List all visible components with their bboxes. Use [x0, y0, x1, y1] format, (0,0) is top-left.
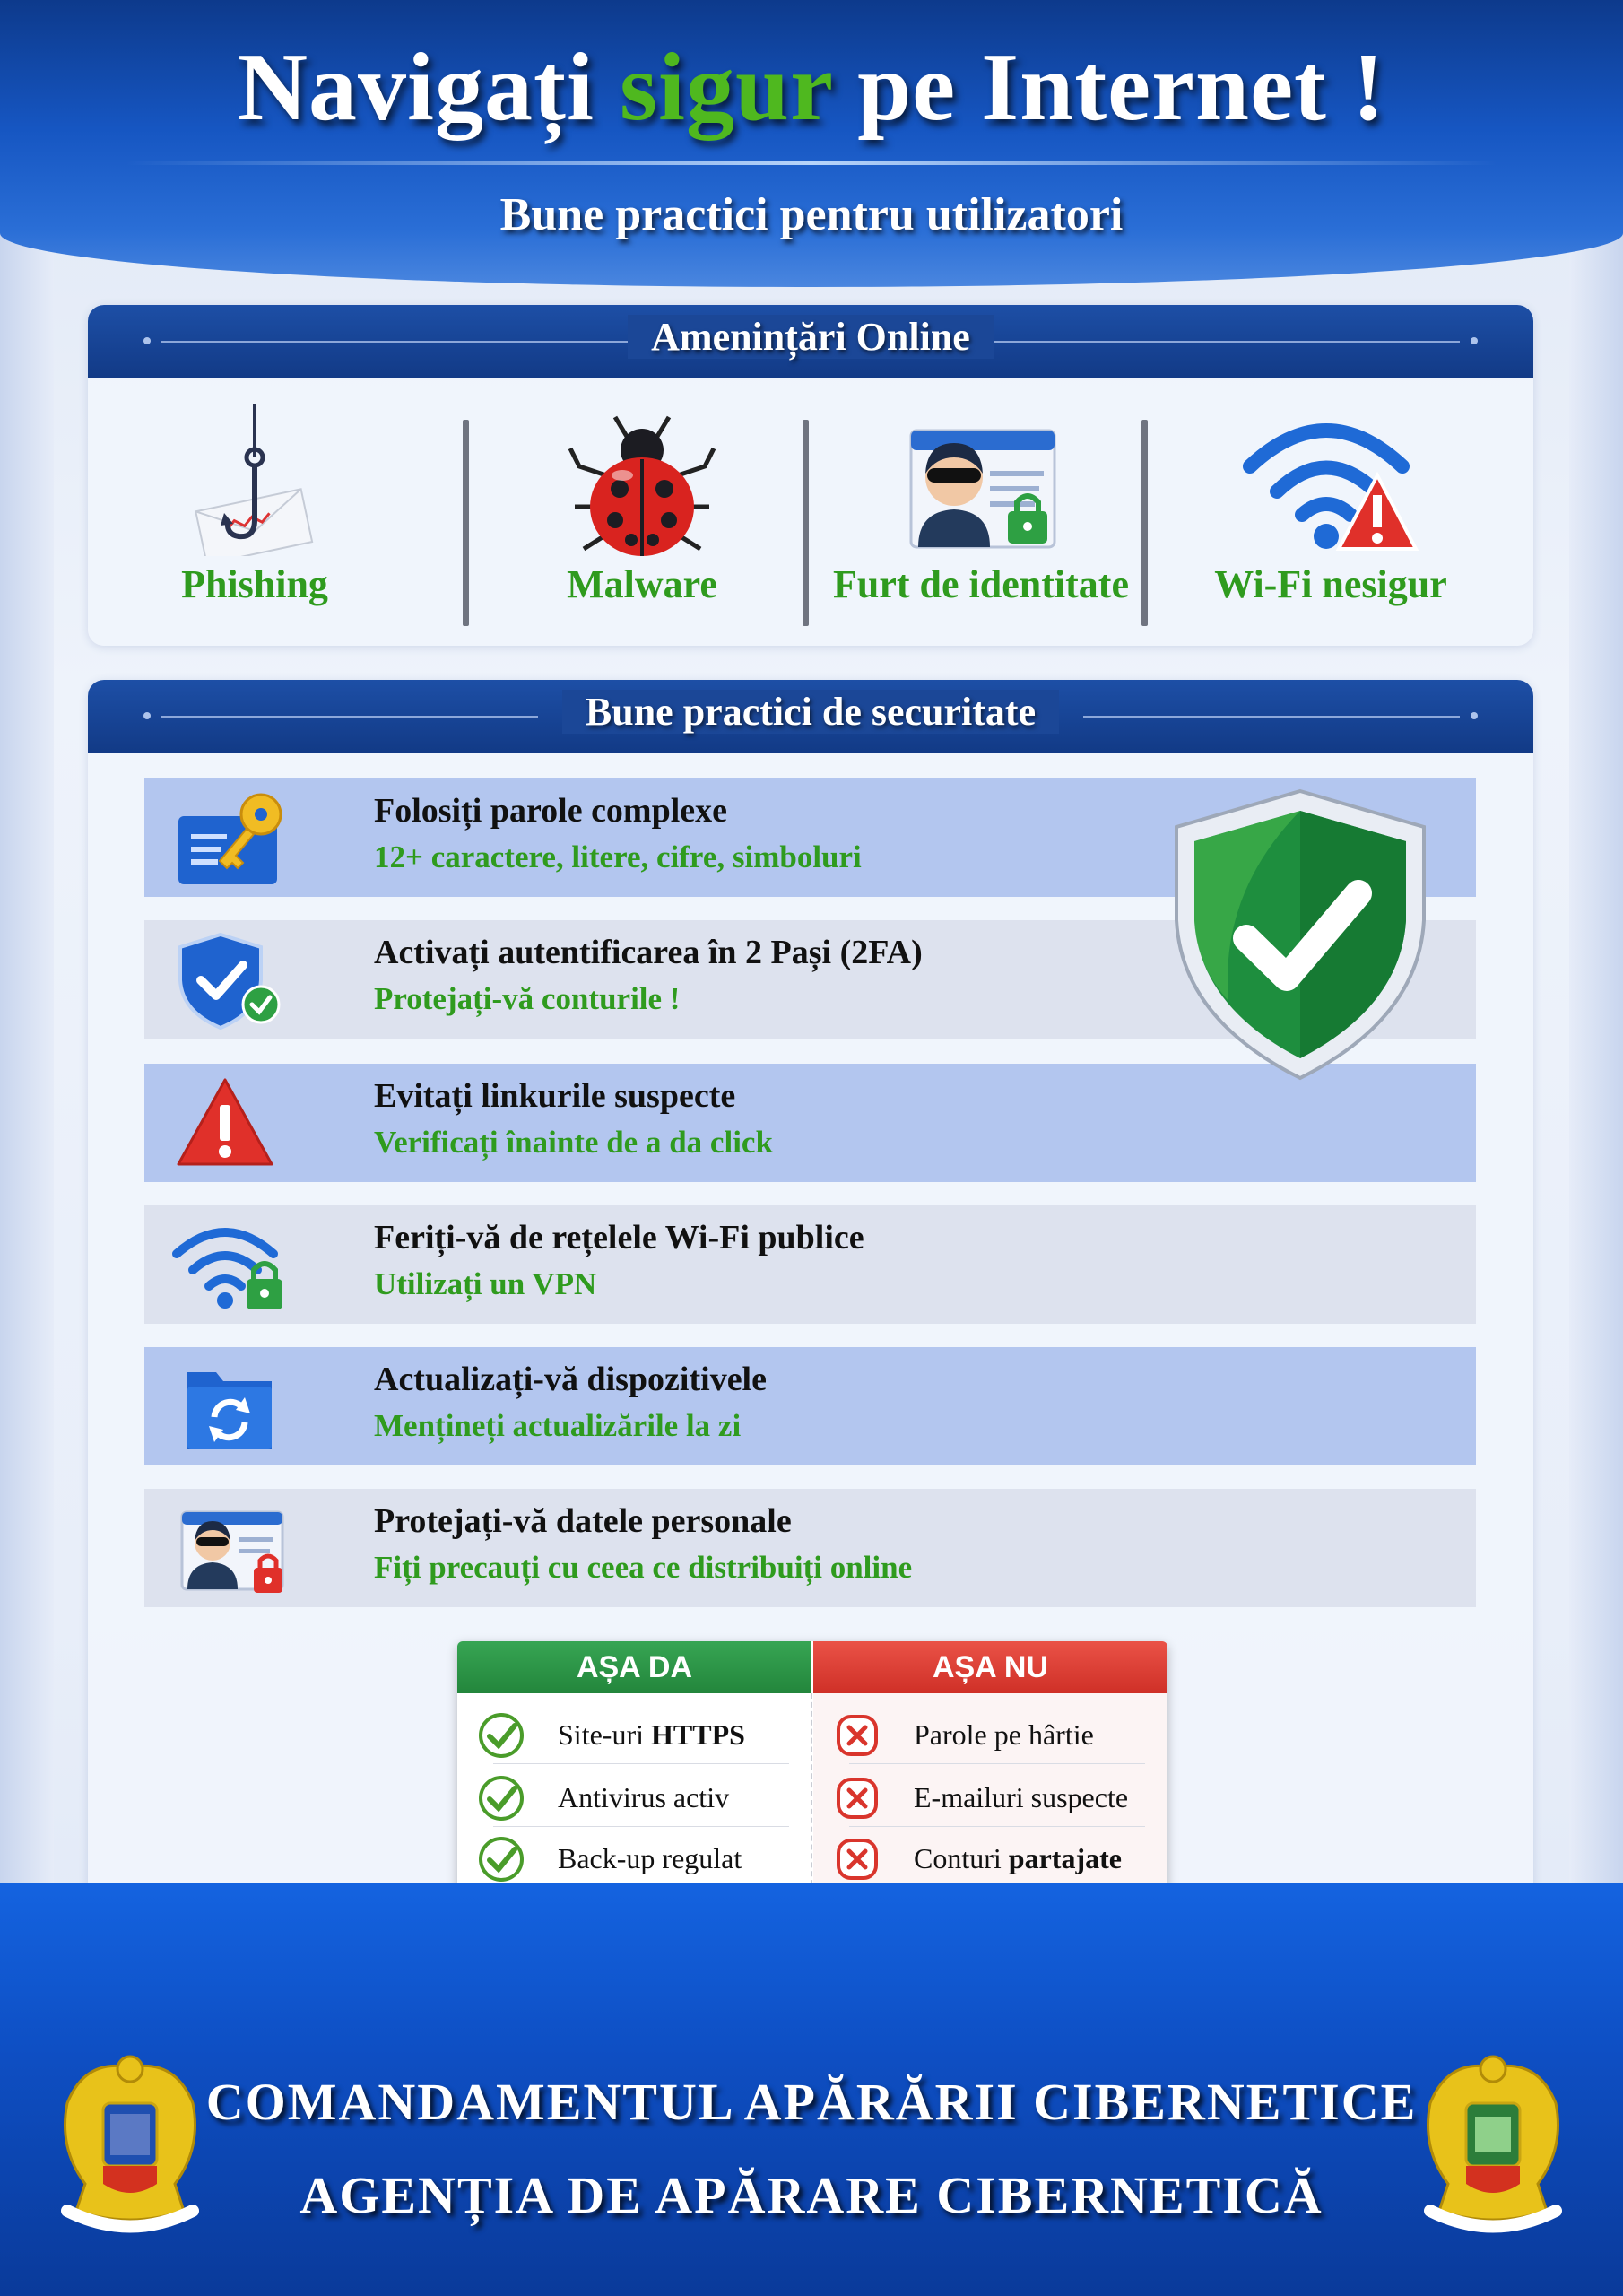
practice-subtitle: Verificați înainte de a da click	[374, 1125, 773, 1160]
practice-subtitle: Protejați-vă conturile !	[374, 981, 681, 1016]
footer-line-1: COMANDAMENTUL APĂRĂRII CIBERNETICE	[205, 2073, 1418, 2131]
shield-check-icon	[1166, 786, 1435, 1082]
shield-check-icon	[171, 931, 288, 1030]
threat-malware	[475, 395, 809, 628]
warning-triangle-icon	[171, 1074, 288, 1173]
dont-column	[813, 1641, 1167, 1903]
red-x-icon	[833, 1835, 881, 1883]
coat-of-arms-emblem-right	[1412, 2049, 1574, 2238]
dont-item-text: E-mailuri suspecte	[914, 1781, 1129, 1813]
title-part1: Navigați	[238, 34, 595, 141]
do-header: AȘA DA	[457, 1641, 812, 1693]
practice-subtitle: Fiți precauți cu ceea ce distribuiți online	[374, 1550, 913, 1585]
do-item-plain: Site-uri	[558, 1718, 651, 1751]
do-item-text: Back-up regulat	[558, 1842, 742, 1874]
wifi-warning-icon	[1241, 404, 1420, 556]
id-card-lock-icon	[171, 1500, 288, 1598]
practice-title: Activați autentificarea în 2 Pași (2FA)	[374, 934, 923, 971]
threat-separator	[1141, 420, 1148, 626]
dont-item-text	[914, 1842, 1122, 1875]
dont-item-plain: Conturi	[914, 1842, 1009, 1874]
threat-unsafe-wifi	[1164, 395, 1497, 628]
dont-item	[813, 1702, 1167, 1763]
threats-title-text: Amenințări Online	[628, 315, 994, 359]
practice-title: Folosiți parole complexe	[374, 792, 728, 830]
coat-of-arms-emblem-left	[49, 2049, 211, 2238]
right-side-band	[1569, 215, 1623, 1883]
dont-item-bold: partajate	[1008, 1842, 1122, 1874]
left-side-band	[0, 215, 54, 1883]
dont-item-text: Parole pe hârtie	[914, 1718, 1094, 1751]
green-check-icon	[477, 1711, 525, 1760]
threat-separator	[463, 420, 469, 626]
wifi-lock-icon	[171, 1216, 288, 1315]
practices-title-text: Bune practici de securitate	[562, 690, 1059, 734]
do-dont-table	[457, 1641, 1167, 1903]
footer-banner	[0, 1883, 1623, 2296]
do-item	[457, 1826, 812, 1887]
threats-panel	[88, 305, 1533, 646]
identity-thief-card-icon	[891, 404, 1071, 556]
ladybug-bug-icon	[552, 404, 732, 556]
threat-identity-theft	[814, 395, 1148, 628]
key-card-icon	[171, 789, 288, 888]
divider	[493, 1763, 789, 1764]
header-banner	[0, 0, 1623, 287]
practice-title: Evitați linkurile suspecte	[374, 1077, 736, 1115]
folder-refresh-icon	[171, 1358, 288, 1457]
do-item	[457, 1765, 812, 1826]
practices-panel-header	[88, 680, 1533, 753]
title-accent: sigur	[620, 34, 833, 141]
practice-row	[144, 1347, 1476, 1465]
practice-subtitle: Mențineți actualizările la zi	[374, 1408, 742, 1443]
do-item-text	[558, 1718, 745, 1752]
footer-line-2: AGENȚIA DE APĂRARE CIBERNETICĂ	[299, 2166, 1324, 2224]
column-divider	[811, 1693, 812, 1903]
practices-title	[88, 689, 1533, 735]
practice-title: Actualizați-vă dispozitivele	[374, 1361, 767, 1398]
divider	[849, 1763, 1145, 1764]
title-part2: pe Internet !	[857, 34, 1385, 141]
threat-label: Furt de identitate	[833, 562, 1129, 606]
threat-phishing	[88, 395, 421, 628]
threat-label: Malware	[567, 562, 717, 606]
threat-label: Phishing	[181, 562, 328, 606]
do-item	[457, 1702, 812, 1763]
green-check-icon	[477, 1774, 525, 1822]
practice-title: Feriți-vă de rețelele Wi-Fi publice	[374, 1219, 864, 1257]
dont-item	[813, 1826, 1167, 1887]
practice-row	[144, 1205, 1476, 1324]
dont-item	[813, 1765, 1167, 1826]
red-x-icon	[833, 1774, 881, 1822]
page-subtitle: Bune practici pentru utilizatori	[499, 189, 1124, 240]
threats-panel-header	[88, 305, 1533, 378]
do-item-text: Antivirus activ	[558, 1781, 730, 1813]
practice-subtitle: 12+ caractere, litere, cifre, simboluri	[374, 839, 862, 874]
practice-subtitle: Utilizați un VPN	[374, 1266, 597, 1301]
page-title	[0, 32, 1623, 144]
threats-title	[88, 314, 1533, 360]
green-check-icon	[477, 1835, 525, 1883]
threat-label: Wi-Fi nesigur	[1214, 562, 1447, 606]
do-column	[457, 1641, 812, 1903]
dont-header: AȘA NU	[813, 1641, 1167, 1693]
practice-row	[144, 1489, 1476, 1607]
practice-title: Protejați-vă datele personale	[374, 1502, 792, 1540]
do-item-bold: HTTPS	[650, 1718, 745, 1751]
threat-separator	[803, 420, 809, 626]
header-divider	[126, 161, 1497, 165]
red-x-icon	[833, 1711, 881, 1760]
phishing-hook-envelope-icon	[165, 404, 344, 556]
